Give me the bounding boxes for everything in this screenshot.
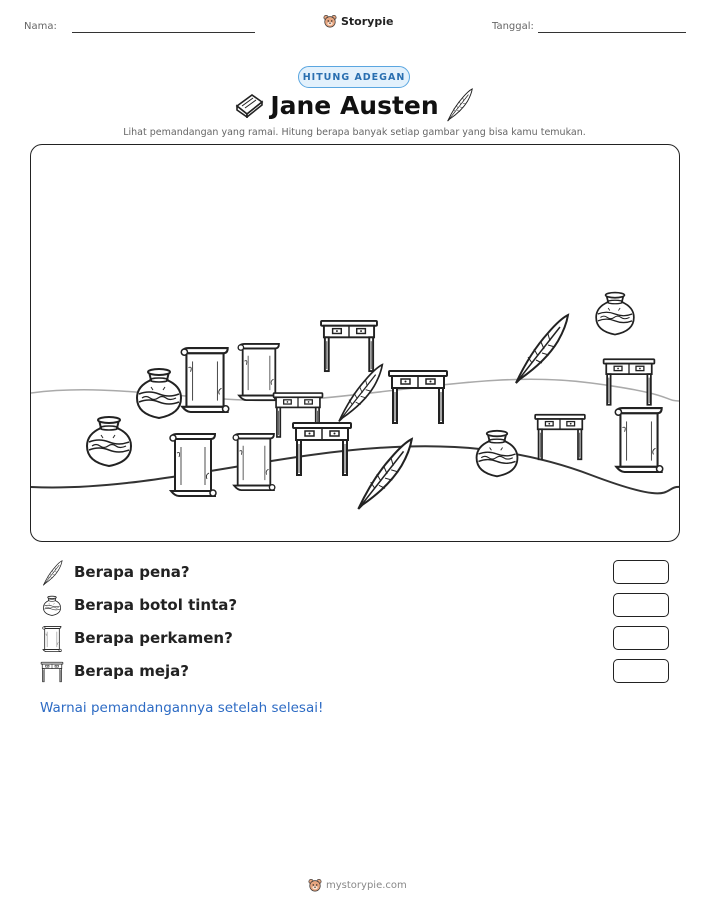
ink-pot-icon [477, 431, 518, 477]
instructions: Lihat pemandangan yang ramai. Hitung berapa banyak setiap gambar yang bisa kamu temukan. [123, 127, 586, 138]
answer-box[interactable] [613, 593, 669, 617]
name-label: Nama: [24, 21, 57, 32]
desk-icon [321, 321, 377, 371]
question-text: Berapa meja? [74, 662, 189, 680]
page-title: Jane Austen [270, 91, 439, 120]
quill-icon [444, 88, 474, 122]
question-text: Berapa perkamen? [74, 629, 233, 647]
scroll-icon [238, 344, 280, 400]
scroll-icon [233, 434, 275, 490]
desk-icon [389, 371, 447, 423]
scroll-icon [40, 626, 64, 652]
name-line[interactable] [72, 32, 255, 33]
desk-icon [535, 415, 585, 460]
answer-box[interactable] [613, 626, 669, 650]
category-badge: HITUNG ADEGAN [298, 66, 410, 88]
question-row [40, 593, 670, 619]
scene-frame [30, 144, 680, 542]
bear-icon [323, 14, 337, 28]
site-footer [308, 878, 407, 892]
scene-illustration [31, 145, 680, 542]
answer-box[interactable] [613, 560, 669, 584]
question-text: Berapa botol tinta? [74, 596, 238, 614]
quill-icon [516, 315, 568, 383]
coloring-note: Warnai pemandangannya setelah selesai! [40, 700, 324, 716]
brand-name: Storypie [341, 14, 394, 28]
brand-logo [323, 14, 393, 28]
answer-box[interactable] [613, 659, 669, 683]
date-label: Tanggal: [492, 21, 534, 32]
desk-icon [293, 423, 351, 475]
bear-icon [308, 878, 322, 892]
desk-icon [604, 359, 655, 405]
site-url[interactable]: mystorypie.com [326, 879, 407, 891]
scroll-icon [181, 348, 228, 412]
ink-pot-icon [137, 369, 181, 418]
question-text: Berapa pena? [74, 563, 190, 581]
question-row [40, 626, 670, 652]
desk-icon [40, 659, 64, 685]
quill-icon [40, 560, 64, 586]
scroll-icon [615, 408, 662, 472]
ink-pot-icon [40, 593, 64, 619]
date-line[interactable] [538, 32, 686, 33]
scroll-icon [170, 434, 216, 496]
question-row [40, 560, 670, 586]
ink-pot-icon [87, 417, 131, 466]
ink-pot-icon [596, 293, 634, 335]
question-row [40, 659, 670, 685]
